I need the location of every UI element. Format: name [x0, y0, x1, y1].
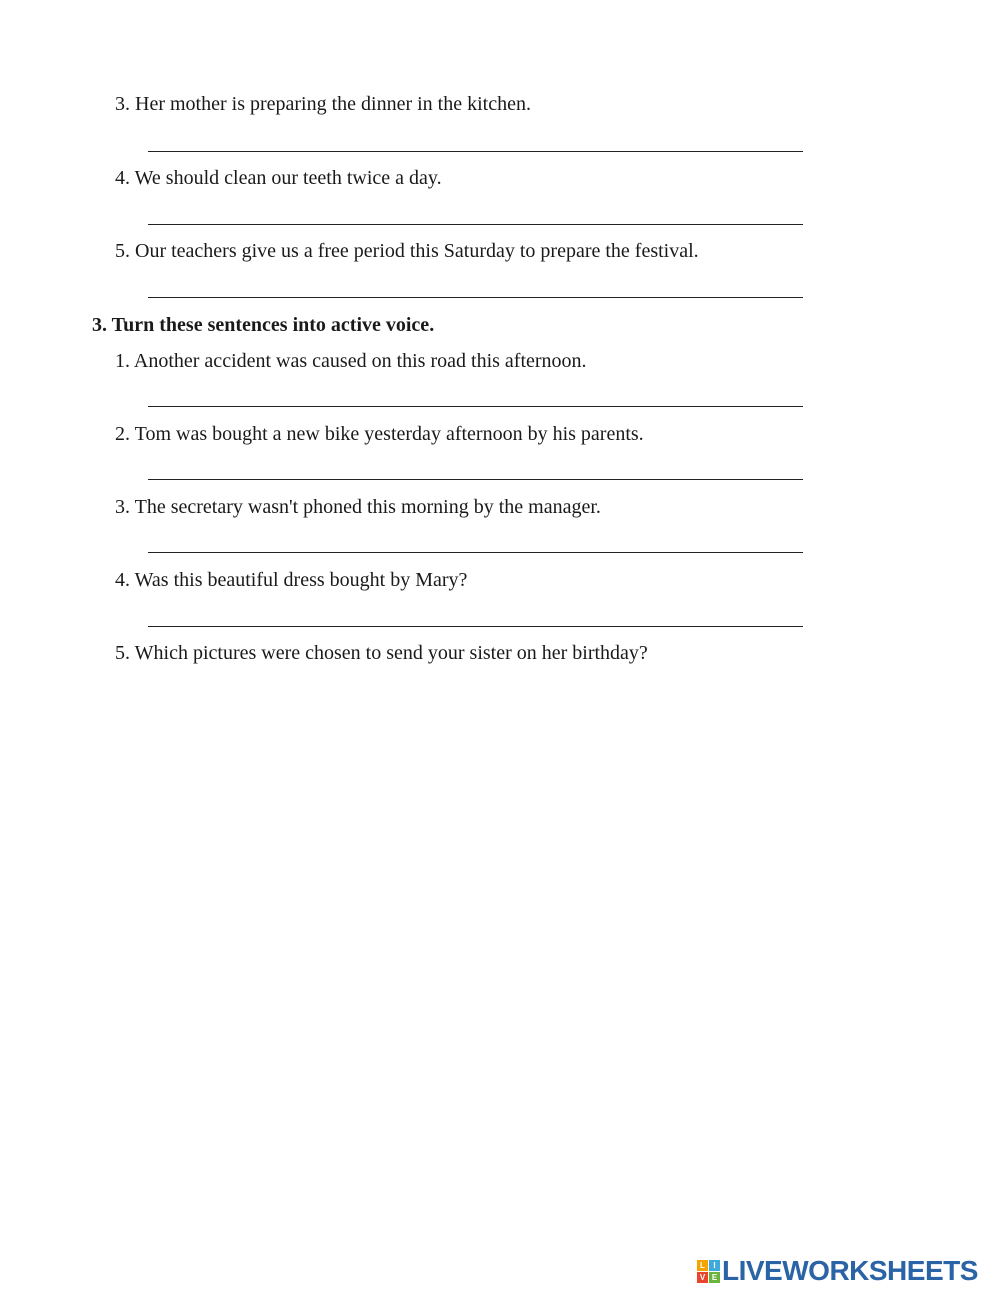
answer-line[interactable]: [148, 552, 803, 553]
liveworksheets-logo[interactable]: [697, 1254, 978, 1288]
logo-badge-letter: V: [697, 1272, 708, 1283]
answer-line[interactable]: [148, 406, 803, 407]
answer-line[interactable]: [148, 297, 803, 298]
question-item: 4. Was this beautiful dress bought by Mary?: [115, 569, 468, 591]
question-item: 3. The secretary wasn't phoned this morning by the manager.: [115, 496, 601, 518]
question-item: 2. Tom was bought a new bike yesterday afternoon by his parents.: [115, 423, 644, 445]
question-item: 5. Which pictures were chosen to send your sister on her birthday?: [115, 642, 648, 664]
logo-badge-icon: [697, 1260, 720, 1283]
answer-line[interactable]: [148, 151, 803, 152]
question-item: 1. Another accident was caused on this road this afternoon.: [115, 350, 587, 372]
answer-line[interactable]: [148, 479, 803, 480]
logo-text: LIVEWORKSHEETS: [722, 1255, 978, 1286]
logo-badge-letter: I: [709, 1260, 720, 1271]
answer-line[interactable]: [148, 626, 803, 627]
question-item: 5. Our teachers give us a free period this Saturday to prepare the festival.: [115, 240, 699, 262]
section-heading: 3. Turn these sentences into active voice.: [92, 314, 435, 336]
logo-badge-letter: E: [709, 1272, 720, 1283]
answer-line[interactable]: [148, 224, 803, 225]
question-item: 4. We should clean our teeth twice a day.: [115, 167, 442, 189]
logo-badge-letter: L: [697, 1260, 708, 1271]
question-item: 3. Her mother is preparing the dinner in the kitchen.: [115, 93, 531, 115]
